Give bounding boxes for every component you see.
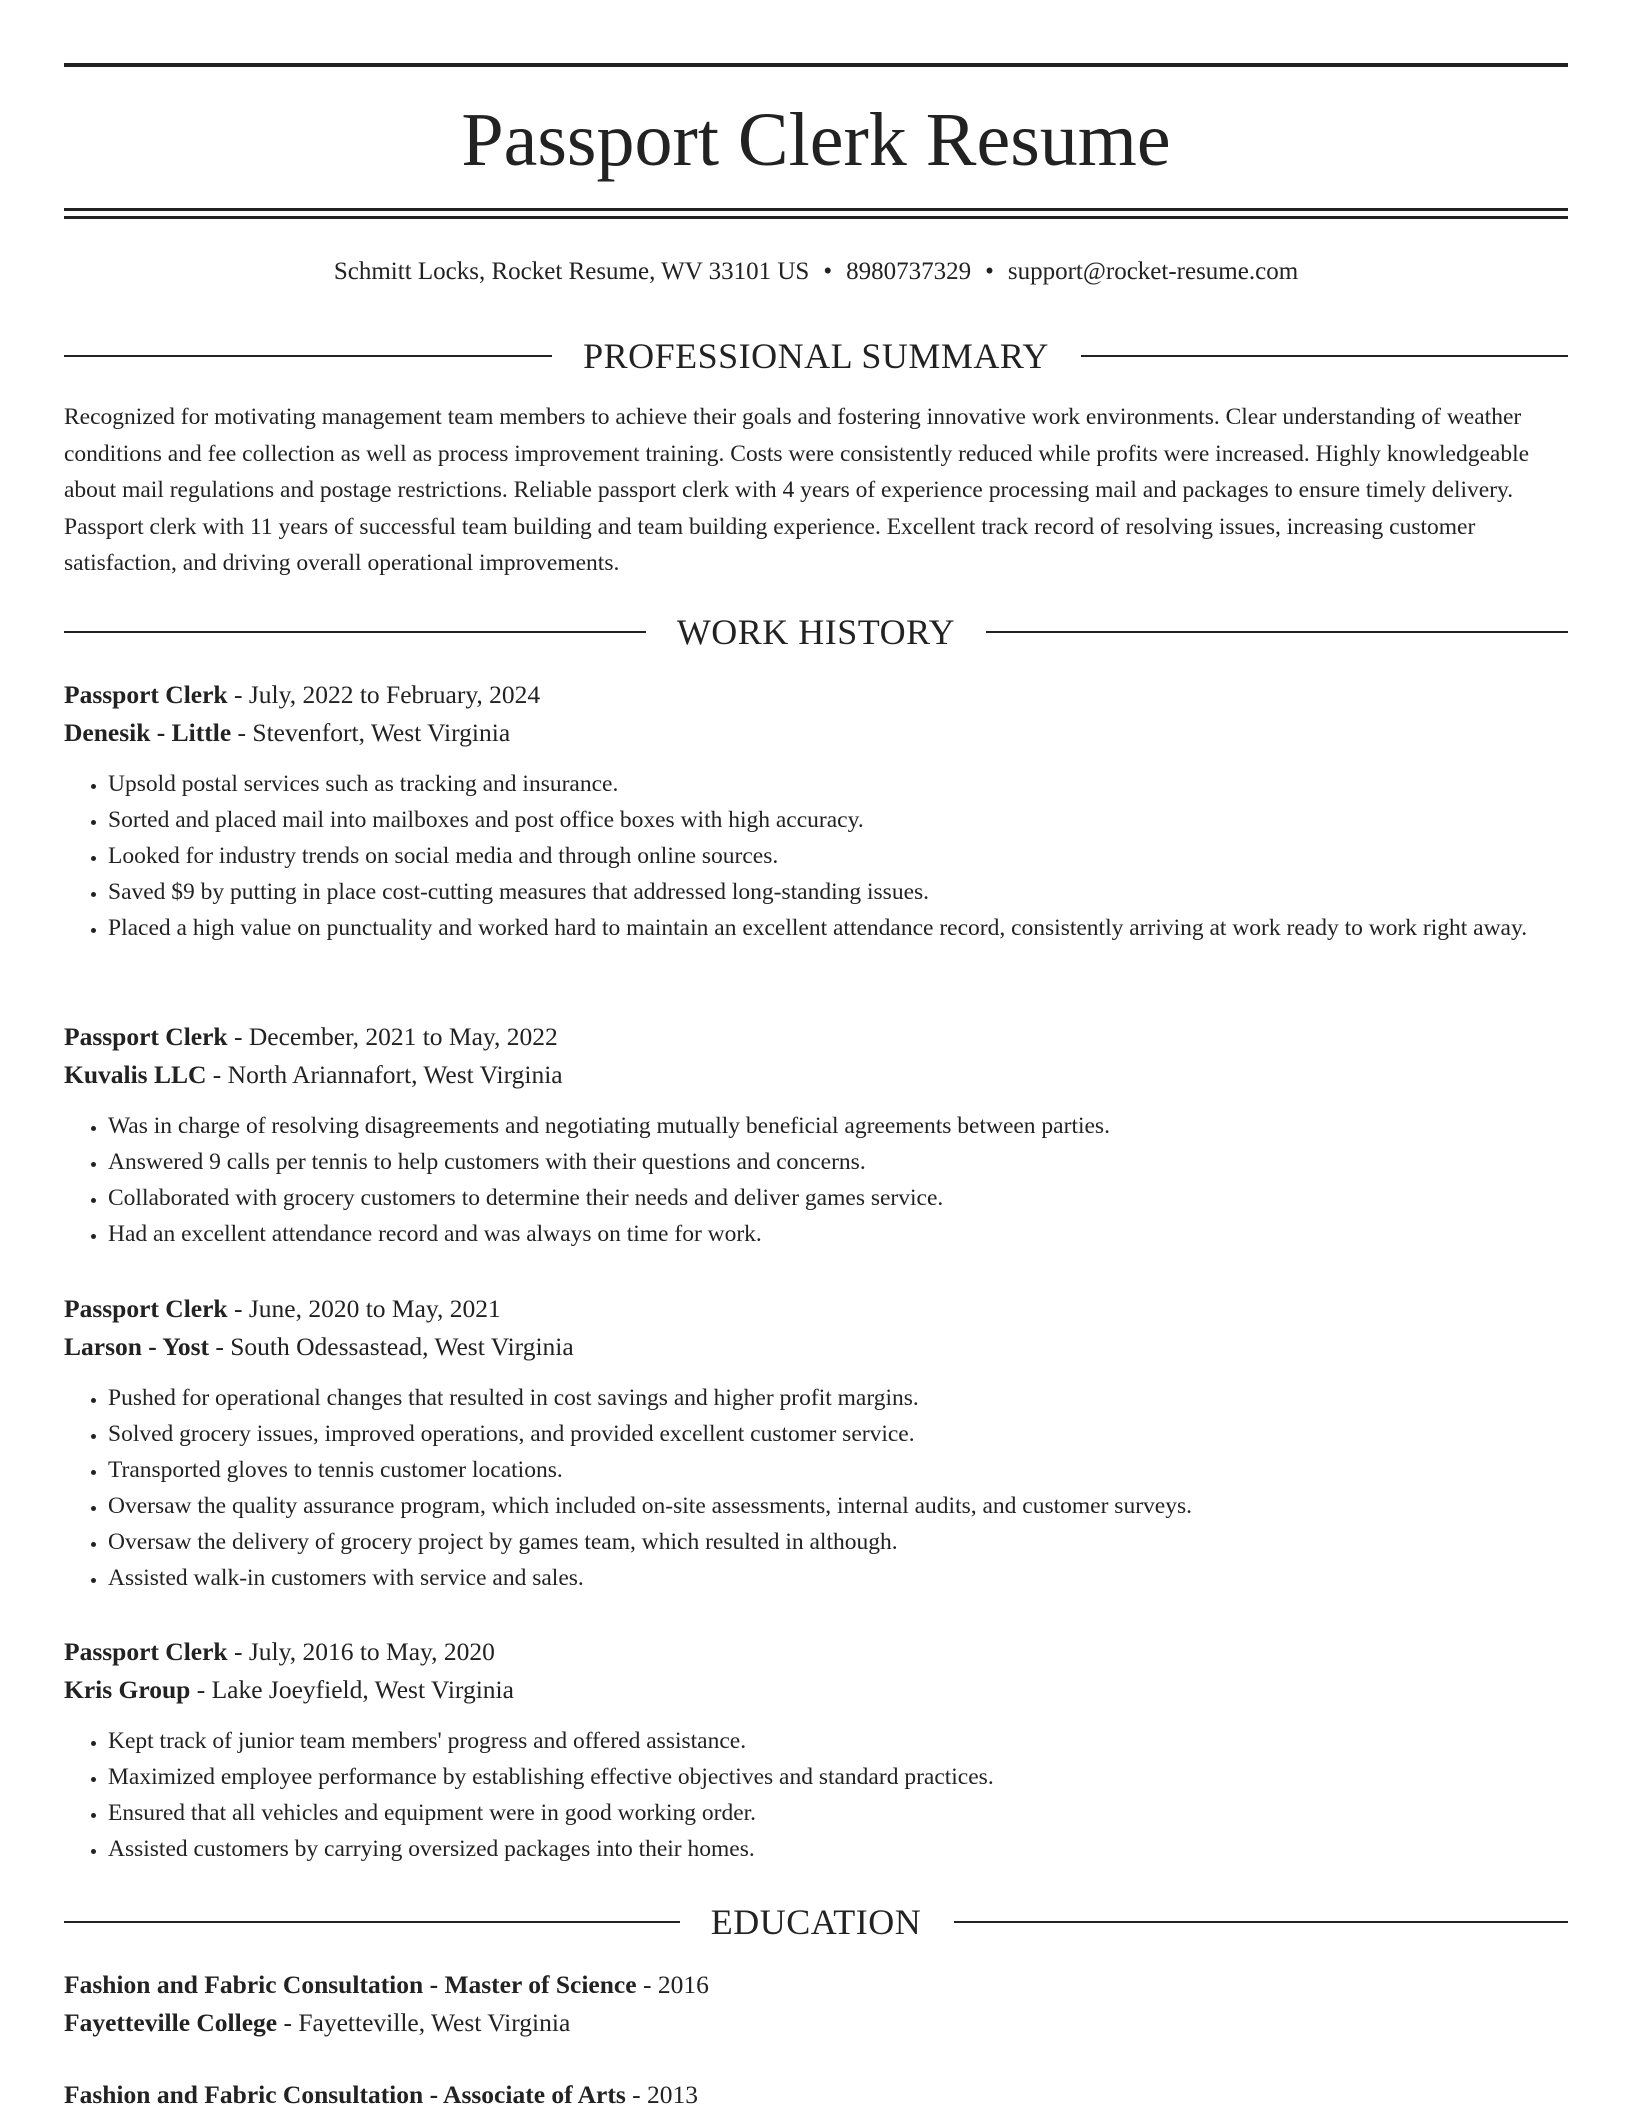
title-double-rule-upper [64, 208, 1568, 211]
list-item: • Had an excellent attendance record and was always on time for work. [108, 1216, 1568, 1252]
job-title-line [64, 1290, 1568, 1328]
summary-paragraph: Recognized for motivating management team members to achieve their goals and fostering innovative work environments. Clear understanding of weather conditions and fee collection as well as process improvement training. Costs were consistently reduced while profits were increased. Highly knowledgeable about mail regulations and postage restrictions. Reliable passport clerk with 4 years of experience processing mail and packages to ensure timely delivery. Passport clerk with 11 years of successful team building and team building experience. Excellent track record of resolving issues, increasing customer satisfaction, and driving overall operational improvements. [64, 404, 1530, 576]
list-item: • Collaborated with grocery customers to determine their needs and deliver games service. [108, 1180, 1568, 1216]
contact-separator: • [823, 258, 833, 285]
education-degree: Fashion and Fabric Consultation - Associate of Arts [64, 2080, 626, 2109]
section-title: EDUCATION [710, 1902, 922, 1942]
job-company-line [64, 1671, 1568, 1709]
section-title: WORK HISTORY [676, 612, 956, 652]
contact-line [64, 254, 1568, 290]
list-item: • Looked for industry trends on social media and through online sources. [108, 838, 1568, 874]
list-item: • Pushed for operational changes that resulted in cost savings and higher profit margins. [108, 1380, 1568, 1416]
job-role: Passport Clerk [64, 1294, 228, 1323]
list-item: • Transported gloves to tennis customer locations. [108, 1452, 1568, 1488]
education-year: - 2013 [625, 2080, 698, 2109]
education-entry [64, 1966, 1568, 2042]
list-item: • Answered 9 calls per tennis to help customers with their questions and concerns. [108, 1144, 1568, 1180]
education-degree-line [64, 2076, 1568, 2114]
list-item: • Oversaw the delivery of grocery project by games team, which resulted in although. [108, 1524, 1568, 1560]
job-company-line [64, 1056, 1568, 1094]
job-entry [64, 676, 1568, 946]
education-degree: Fashion and Fabric Consultation - Master of Science [64, 1970, 637, 1999]
job-company: Kuvalis LLC [64, 1060, 207, 1089]
job-title-line [64, 1633, 1568, 1671]
section-header-work-history [64, 609, 1568, 655]
contact-email: support@rocket-resume.com [1007, 258, 1299, 285]
job-bullet-list [64, 1108, 1568, 1252]
page-title: Passport Clerk Resume [461, 98, 1171, 182]
section-title: PROFESSIONAL SUMMARY [583, 336, 1049, 376]
contact-separator: • [985, 258, 994, 285]
title-double-rule-lower [64, 216, 1568, 219]
job-company: Kris Group [64, 1675, 191, 1704]
top-rule [64, 63, 1568, 67]
job-role: Passport Clerk [64, 680, 228, 709]
list-item: • Kept track of junior team members' progress and offered assistance. [108, 1723, 1568, 1759]
list-item: • Maximized employee performance by establishing effective objectives and standard practices. [108, 1759, 1568, 1795]
job-dates: - December, 2021 to May, 2022 [227, 1022, 558, 1051]
job-dates: - July, 2022 to February, 2024 [227, 680, 541, 709]
job-bullet-list [64, 1380, 1568, 1596]
job-role: Passport Clerk [64, 1022, 228, 1051]
job-location: - North Ariannafort, West Virginia [206, 1060, 563, 1089]
list-item: • Sorted and placed mail into mailboxes and post office boxes with high accuracy. [108, 802, 1568, 838]
list-item: • Solved grocery issues, improved operations, and provided excellent customer service. [108, 1416, 1568, 1452]
list-item: • Saved $9 by putting in place cost-cutting measures that addressed long-standing issues. [108, 874, 1568, 910]
job-title-line [64, 1018, 1568, 1056]
section-header-education [64, 1899, 1568, 1945]
job-company: Denesik - Little [64, 718, 232, 747]
education-school-line [64, 2004, 1568, 2042]
job-dates: - July, 2016 to May, 2020 [227, 1637, 495, 1666]
education-year: - 2016 [636, 1970, 709, 1999]
education-degree-line [64, 1966, 1568, 2004]
job-location: - South Odessastead, West Virginia [208, 1332, 574, 1361]
list-item: • Assisted walk-in customers with service and sales. [108, 1560, 1568, 1596]
job-bullet-list [64, 1723, 1568, 1867]
list-item: • Was in charge of resolving disagreements and negotiating mutually beneficial agreements between parties. [108, 1108, 1568, 1144]
list-item: • Ensured that all vehicles and equipment were in good working order. [108, 1795, 1568, 1831]
job-title-line [64, 676, 1568, 714]
job-role: Passport Clerk [64, 1637, 228, 1666]
job-location: - Stevenfort, West Virginia [231, 718, 511, 747]
education-entry [64, 2076, 1568, 2114]
education-school: Fayetteville College [64, 2008, 278, 2037]
job-entry [64, 1018, 1568, 1252]
list-item: • Upsold postal services such as tracking and insurance. [108, 766, 1568, 802]
education-location: - Fayetteville, West Virginia [277, 2008, 571, 2037]
job-location: - Lake Joeyfield, West Virginia [190, 1675, 514, 1704]
contact-address: Schmitt Locks, Rocket Resume, WV 33101 US [333, 258, 810, 285]
job-company: Larson - Yost [64, 1332, 209, 1361]
list-item: • Placed a high value on punctuality and worked hard to maintain an excellent attendance record, consistently arriving at work ready to work right away. [108, 910, 1568, 946]
job-bullet-list [64, 766, 1568, 946]
contact-phone: 8980737329 [846, 258, 972, 285]
job-company-line [64, 1328, 1568, 1366]
list-item: • Assisted customers by carrying oversized packages into their homes. [108, 1831, 1568, 1867]
section-header-summary [64, 333, 1568, 379]
list-item: • Oversaw the quality assurance program, which included on-site assessments, internal audits, and customer surveys. [108, 1488, 1568, 1524]
job-entry [64, 1633, 1568, 1867]
job-company-line [64, 714, 1568, 752]
job-dates: - June, 2020 to May, 2021 [227, 1294, 501, 1323]
job-entry [64, 1290, 1568, 1596]
